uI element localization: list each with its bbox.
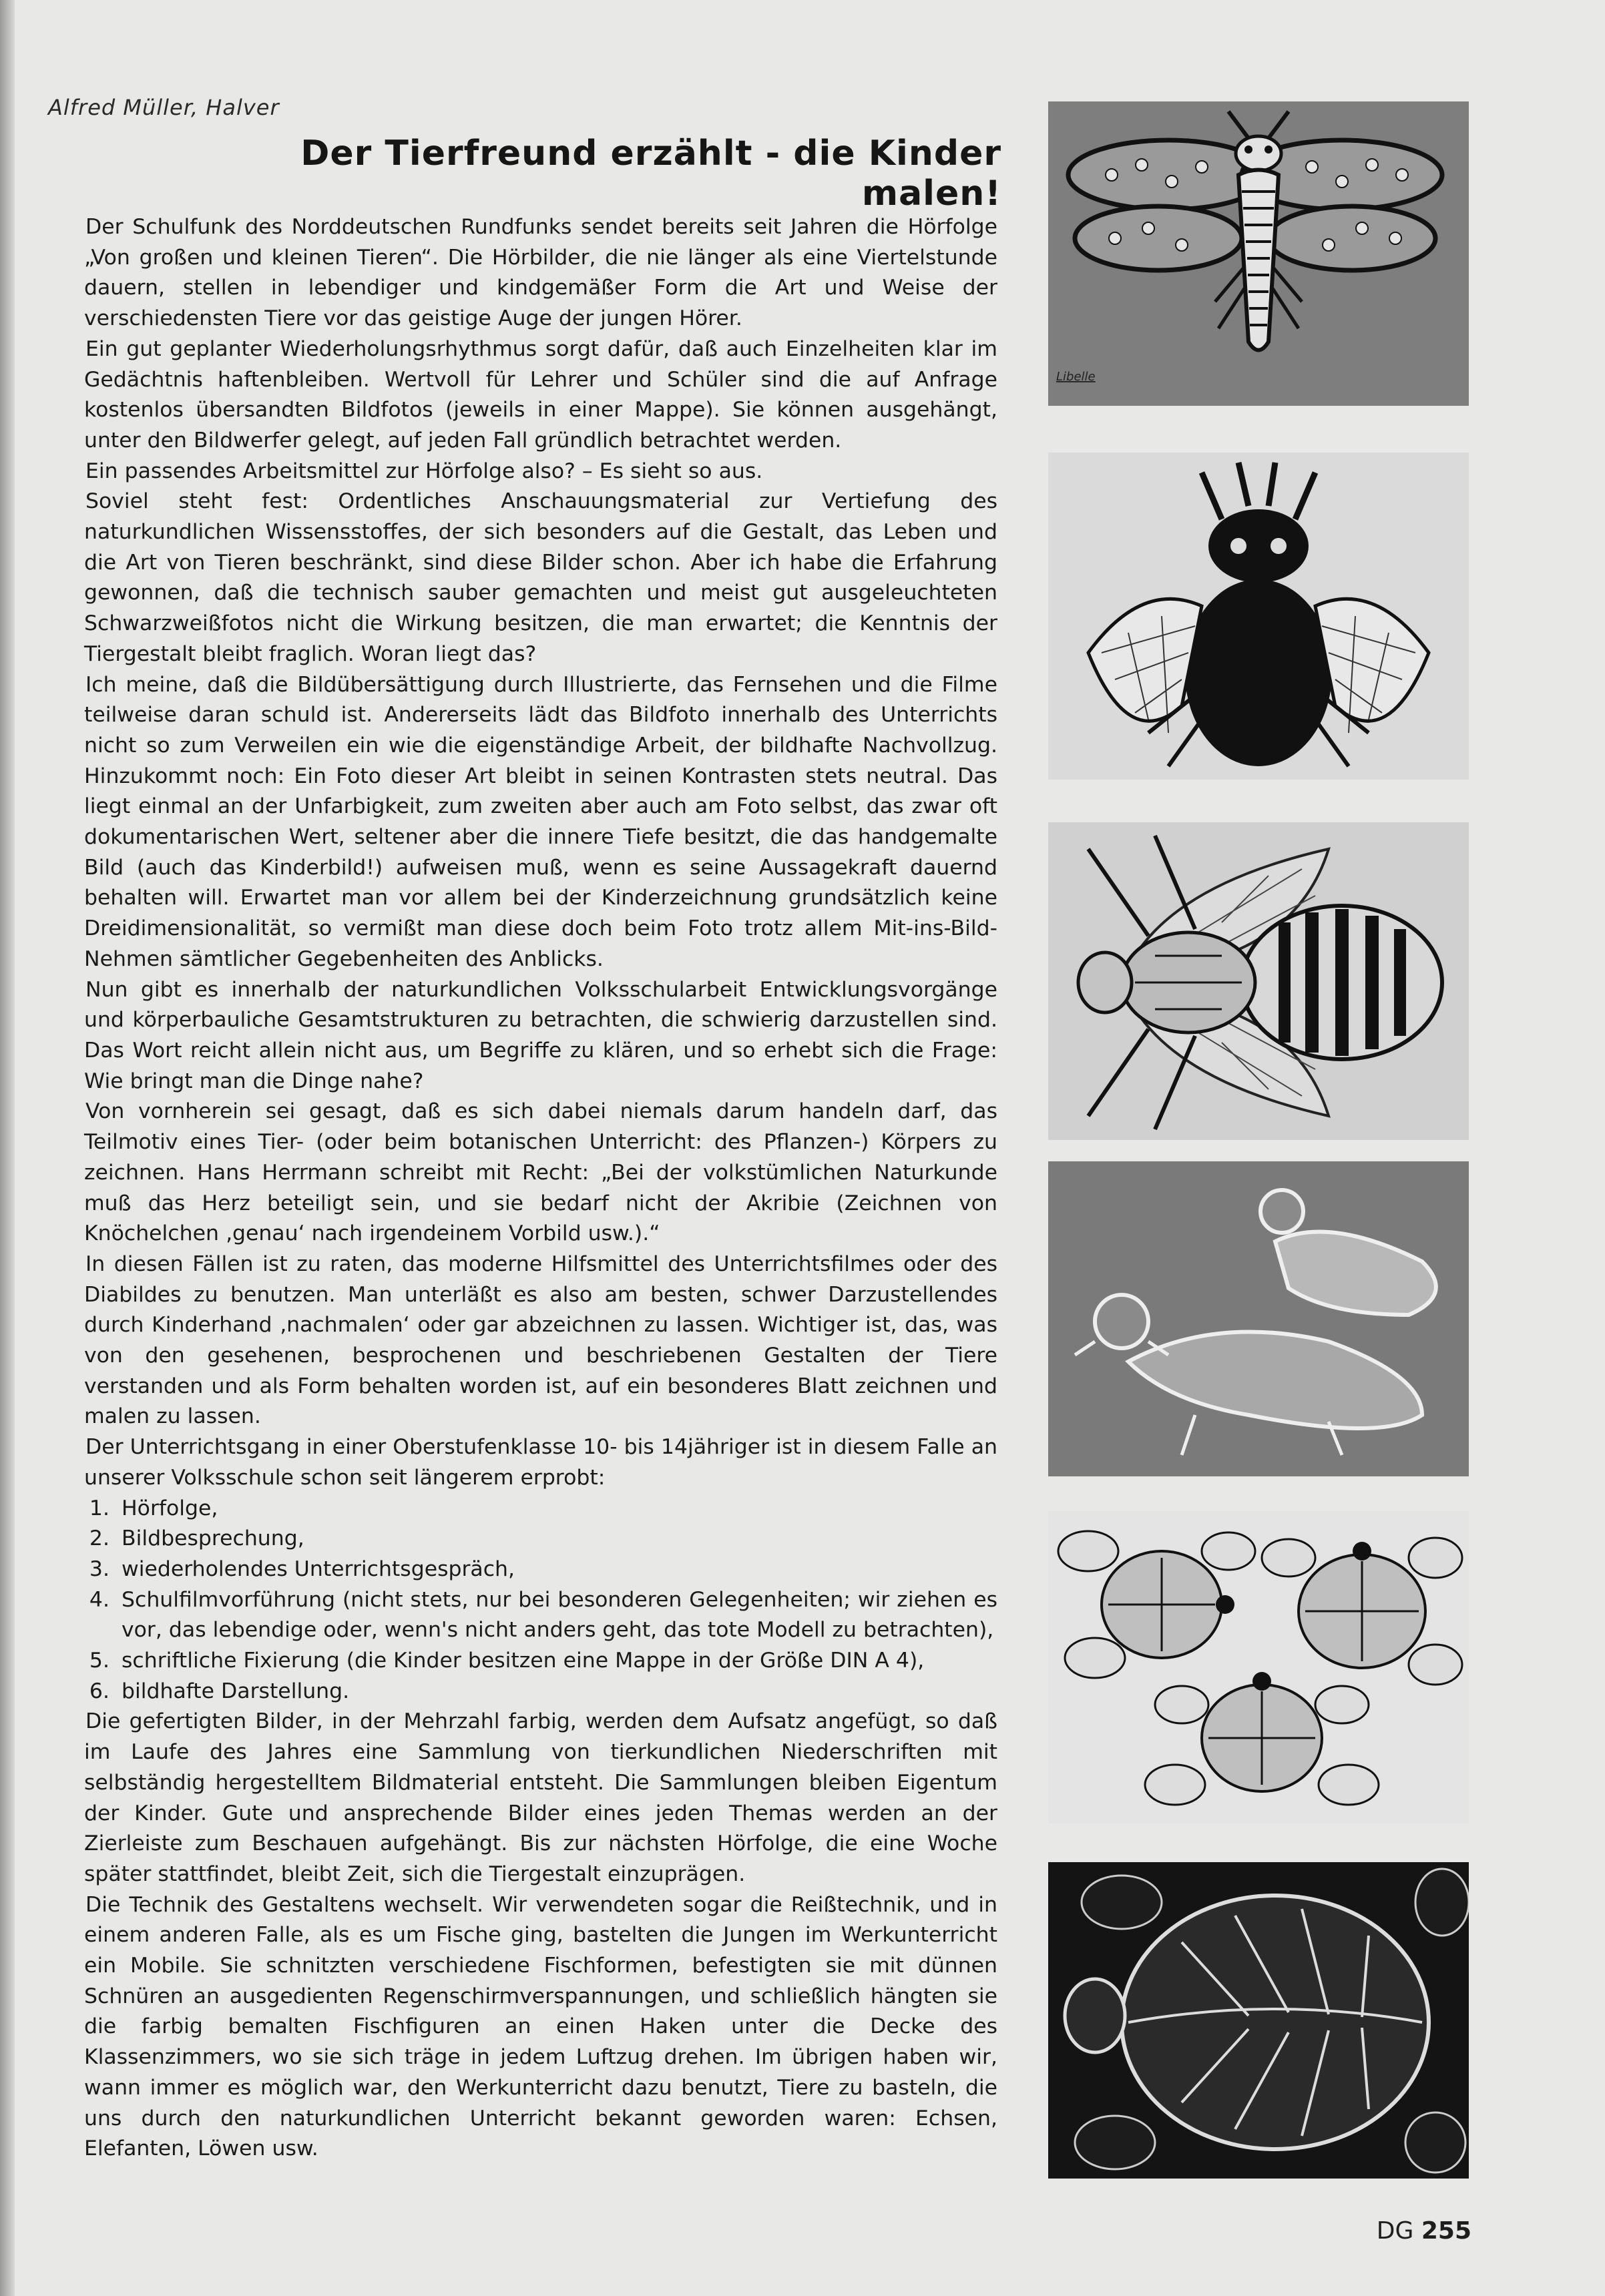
paragraph: In diesen Fällen ist zu raten, das moderne Hilfsmittel des Unterrichtsfilmes oder des Diabildes zu benutzen. Man unterläßt es also am besten, schwer Darzustellendes durch Kinderhand ‚nachmalen‘ oder gar abzeichnen zu lassen. Wichtiger ist, das, was von den gesehenen, besprochenen und beschriebenen Gestalten der Tiere verstanden und als Form behalten worden ist, auf ein besonderes Blatt zeichnen und malen zu lassen. xyxy=(84,1251,997,1429)
paragraph: Die Technik des Gestaltens wechselt. Wir verwendeten sogar die Reißtechnik, und in einem anderen Falle, als es um Fische ging, bastelten die Jungen im Werkunterricht ein Mobile. Sie schnitzten verschiedene Fischformen, befestigten sie mit dünnen Schnüren an ausgedienten Regenschirmverspannungen, und schließlich hängten sie die farbig bemalten Fischfiguren an einen Haken unter die Decke des Klassenzimmers, wo sie sich träge in jedem Luftzug drehen. Im übrigen haben wir, wann immer es möglich war, den Werkunterricht dazu benutzt, Tiere zu basteln, die uns durch den naturkundlichen Unterricht bekannt geworden waren: Echsen, Elefanten, Löwen usw. xyxy=(84,1892,997,2161)
beetle-drawing xyxy=(1048,453,1469,780)
article-body xyxy=(84,212,997,2165)
article-title: Der Tierfreund erzählt - die Kinder malen! xyxy=(300,133,1001,214)
figure-label: Libelle xyxy=(1056,370,1096,384)
list-item: 2. Bildbesprechung, xyxy=(116,1524,997,1554)
paragraph: Von vornherein sei gesagt, daß es sich dabei niemals darum handeln darf, das Teilmotiv eines Tier- (oder beim botanischen Unterricht: des Pflanzen-) Körpers zu zeichnen. Hans Herrmann schreibt mit Recht: „Bei der volkstümlichen Naturkunde muß das Herz beteiligt sein, und sie bedarf nicht der Akribie (Zeichnen von Knöchelchen ‚genau‘ nach irgendeinem Vorbild usw.).“ xyxy=(84,1099,997,1246)
page-number-value: 255 xyxy=(1421,2217,1471,2245)
journal-abbreviation: DG xyxy=(1376,2217,1414,2245)
page-number xyxy=(1377,2217,1471,2245)
paragraph: Die gefertigten Bilder, in der Mehrzahl farbig, werden dem Aufsatz angefügt, so daß im Laufe des Jahres eine Sammlung von tierkundlichen Niederschriften mit selbständig hergestelltem Bildmaterial entsteht. Die Sammlungen bleiben Eigentum der Kinder. Gute und ansprechende Bilder eines jeden Themas werden an der Zierleiste zum Beschauen aufgehängt. Bis zur nächsten Hörfolge, die eine Woche später stattfindet, bleibt Zeit, sich die Tiergestalt einzuprägen. xyxy=(84,1709,997,1886)
paragraph: Der Schulfunk des Norddeutschen Rundfunks sendet bereits seit Jahren die Hörfolge „Von großen und kleinen Tieren“. Die Hörbilder, die nie länger als eine Viertelstunde dauern, stellen in lebendiger und kindgemäßer Form die Art und Weise der verschiedensten Tiere vor das geistige Auge der jungen Hörer. xyxy=(84,215,997,331)
turtles-drawing xyxy=(1048,1511,1469,1823)
list-item: 5. schriftliche Fixierung (die Kinder besitzen eine Mappe in der Größe DIN A 4), xyxy=(116,1646,997,1677)
author-line: Alfred Müller, Halver xyxy=(48,95,280,120)
turtle-print-drawing xyxy=(1048,1862,1469,2179)
dragonfly-drawing xyxy=(1048,101,1469,406)
paragraph: Der Unterrichtsgang in einer Oberstufenklasse 10- bis 14jähriger ist in diesem Falle an unserer Volksschule schon seit längerem erprobt: xyxy=(84,1435,997,1490)
list-item: 6. bildhafte Darstellung. xyxy=(116,1677,997,1707)
list-item: 3. wiederholendes Unterrichtsgespräch, xyxy=(116,1554,997,1585)
lesson-steps-list xyxy=(84,1494,997,1707)
paragraph: Ein gut geplanter Wiederholungsrhythmus sorgt dafür, daß auch Einzelheiten klar im Gedächtnis haftenbleiben. Wertvoll für Lehrer und Schüler sind die auf Anfrage kostenlos übersandten Bildfotos (jeweils in einer Mappe). Sie können ausgehängt, unter den Bildwerfer gelegt, auf jeden Fall gründlich betrachtet werden. xyxy=(84,336,997,453)
page-edge xyxy=(0,0,15,2296)
paragraph: Ich meine, daß die Bildübersättigung durch Illustrierte, das Fernsehen und die Filme teilweise daran schuld ist. Andererseits lädt das Bildfoto innerhalb des Unterrichts nicht so zum Verweilen ein wie die eigenständige Arbeit, der bildhafte Nachvollzug. Hinzukommt noch: Ein Foto dieser Art bleibt in seinen Kontrasten stets neutral. Das liegt einmal an der Unfarbigkeit, zum zweiten aber auch am Foto selbst, das zwar oft dokumentarischen Wert, seltener aber die innere Tiefe besitzt, die das handgemalte Bild (auch das Kinderbild!) aufweisen muß, wenn es seine Aussagekraft dauernd behalten will. Erwartet man vor allem bei der Kinderzeichnung grundsätzlich keine Dreidimensionalität, so vermißt man diese doch beim Foto trotz allem Mit-ins-Bild-Nehmen sämtlicher Gegebenheiten des Anblicks. xyxy=(84,672,997,971)
salamander-drawing xyxy=(1048,1161,1469,1476)
list-item: 4. Schulfilmvorführung (nicht stets, nur bei besonderen Gelegenheiten; wir ziehen es vor, das lebendige oder, wenn's nicht anders geht, das tote Modell zu betrachten), xyxy=(116,1585,997,1646)
paragraph: Soviel steht fest: Ordentliches Anschauungsmaterial zur Vertiefung des naturkundlichen Wissensstoffes, der sich besonders auf die Gestalt, das Leben und die Art von Tieren beschränkt, sind diese Bilder schon. Aber ich habe die Erfahrung gewonnen, daß die technisch sauber gemachten und meist gut ausgeleuchteten Schwarzweißfotos nicht die Wirkung besitzen, die man erwartet; die Kenntnis der Tiergestalt bleibt fraglich. Woran liegt das? xyxy=(84,489,997,666)
paragraph: Ein passendes Arbeitsmittel zur Hörfolge also? – Es sieht so aus. xyxy=(85,459,763,483)
paragraph: Nun gibt es innerhalb der naturkundlichen Volksschularbeit Entwicklungsvorgänge und körperbauliche Gesamtstrukturen zu betrachten, die schwierig darzustellen sind. Das Wort reicht allein nicht aus, um Begriffe zu klären, und so erhebt sich die Frage: Wie bringt man die Dinge nahe? xyxy=(84,977,997,1093)
fly-drawing xyxy=(1048,822,1469,1140)
list-item: 1. Hörfolge, xyxy=(116,1494,997,1524)
